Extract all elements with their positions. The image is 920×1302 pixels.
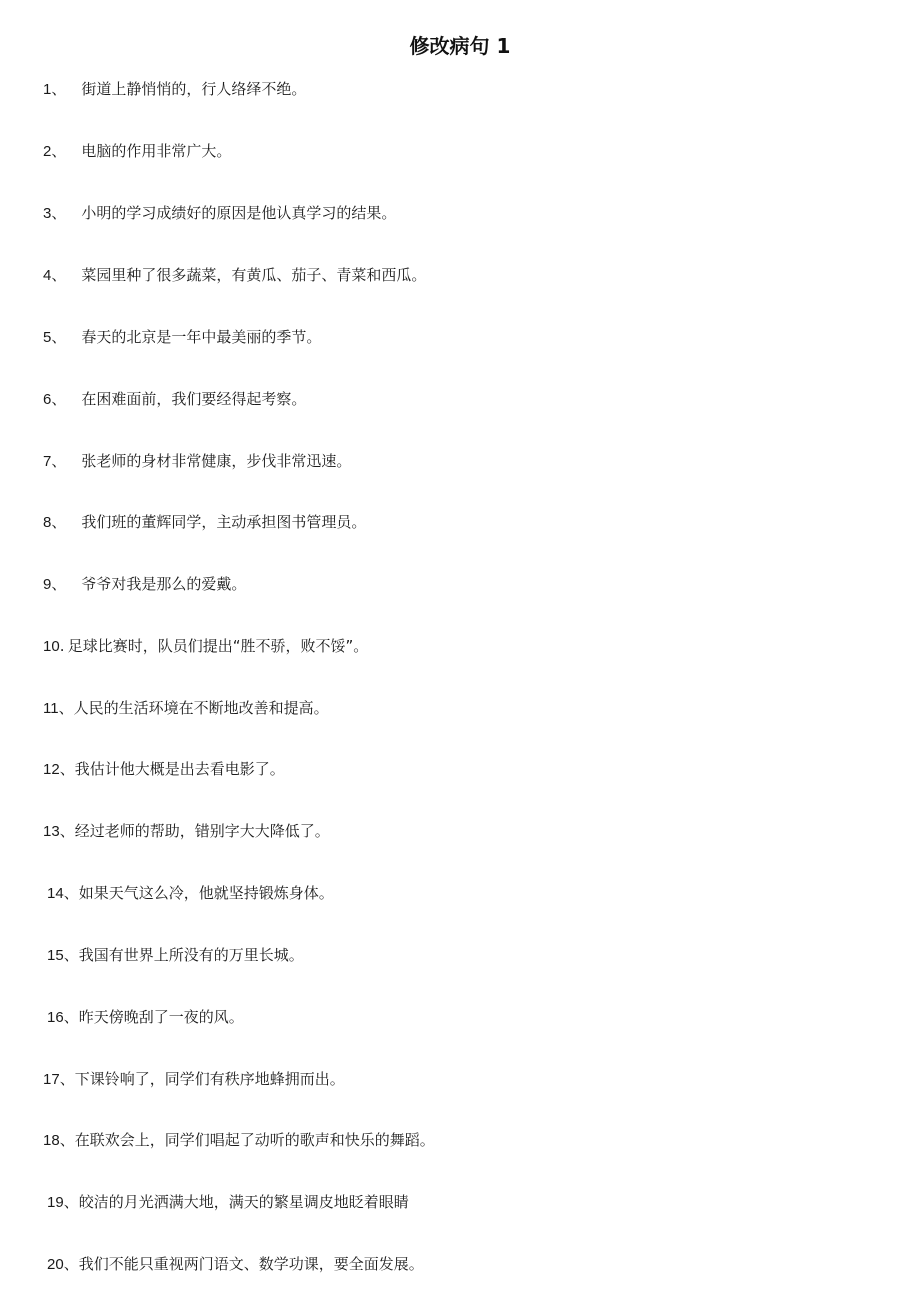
item-number: 13 <box>43 823 60 840</box>
list-item <box>47 1191 409 1214</box>
list-item <box>43 140 231 163</box>
item-number: 16 <box>47 1009 64 1026</box>
item-separator: 、 <box>51 142 67 160</box>
item-separator: 、 <box>51 513 67 531</box>
list-item <box>43 820 330 843</box>
item-text: 街道上静悄悄的，行人络绎不绝。 <box>81 80 307 98</box>
item-separator: 、 <box>58 699 74 717</box>
item-separator: 、 <box>51 80 67 98</box>
item-text: 下课铃响了，同学们有秩序地蜂拥而出。 <box>74 1070 345 1088</box>
item-number: 7 <box>43 453 52 470</box>
item-number: 20 <box>47 1256 64 1273</box>
item-separator: 、 <box>51 204 67 222</box>
item-number: 3 <box>43 205 52 222</box>
item-number: 2 <box>43 143 52 160</box>
list-item <box>43 326 321 349</box>
list-item <box>43 388 306 411</box>
item-text: 在联欢会上，同学们唱起了动听的歌声和快乐的舞蹈。 <box>74 1131 435 1149</box>
list-item <box>47 1006 244 1029</box>
item-number: 15 <box>47 947 64 964</box>
list-item <box>43 758 285 781</box>
item-text: 小明的学习成绩好的原因是他认真学习的结果。 <box>81 204 397 222</box>
item-text: 我估计他大概是出去看电影了。 <box>74 760 285 778</box>
list-item <box>43 511 366 534</box>
item-text: 皎洁的月光洒满大地，满天的繁星调皮地眨着眼睛 <box>78 1193 409 1211</box>
item-text: 电脑的作用非常广大。 <box>81 142 232 160</box>
item-separator: 、 <box>59 1070 75 1088</box>
item-separator: 、 <box>51 452 67 470</box>
item-separator: 、 <box>63 884 79 902</box>
item-separator: 、 <box>63 946 79 964</box>
list-item <box>43 202 396 225</box>
page-title: 修改病句 1 <box>409 34 511 58</box>
list-item <box>47 1253 424 1276</box>
item-number: 8 <box>43 514 52 531</box>
list-item <box>43 697 329 720</box>
item-separator: 、 <box>63 1255 79 1273</box>
item-text: 经过老师的帮助，错别字大大降低了。 <box>74 822 330 840</box>
item-text: 张老师的身材非常健康，步伐非常迅速。 <box>81 452 352 470</box>
item-separator: 、 <box>51 328 67 346</box>
item-separator: 、 <box>51 266 67 284</box>
list-item <box>47 882 334 905</box>
item-text: 在困难面前，我们要经得起考察。 <box>81 390 307 408</box>
item-number: 19 <box>47 1194 64 1211</box>
list-item <box>43 450 351 473</box>
item-number: 18 <box>43 1132 60 1149</box>
item-number: 17 <box>43 1071 60 1088</box>
list-item <box>43 635 368 658</box>
item-text: 春天的北京是一年中最美丽的季节。 <box>81 328 322 346</box>
list-item <box>43 573 246 596</box>
item-text: 足球比赛时，队员们提出“胜不骄，败不馁”。 <box>67 637 369 655</box>
item-number: 9 <box>43 576 52 593</box>
item-text: 我国有世界上所没有的万里长城。 <box>78 946 304 964</box>
item-text: 我们班的董辉同学，主动承担图书管理员。 <box>81 513 367 531</box>
item-text: 我们不能只重视两门语文、数学功课，要全面发展。 <box>78 1255 424 1273</box>
item-text: 菜园里种了很多蔬菜，有黄瓜、茄子、青菜和西瓜。 <box>81 266 427 284</box>
list-item <box>43 78 306 101</box>
item-separator: . <box>59 637 65 655</box>
item-separator: 、 <box>51 575 67 593</box>
item-separator: 、 <box>63 1008 79 1026</box>
item-number: 6 <box>43 391 52 408</box>
item-text: 人民的生活环境在不断地改善和提高。 <box>73 699 329 717</box>
list-item <box>43 264 426 287</box>
item-number: 10 <box>43 638 60 655</box>
item-number: 14 <box>47 885 64 902</box>
list-item <box>47 944 304 967</box>
item-number: 1 <box>43 81 52 98</box>
item-separator: 、 <box>59 822 75 840</box>
item-number: 5 <box>43 329 52 346</box>
item-text: 昨天傍晚刮了一夜的风。 <box>78 1008 244 1026</box>
item-separator: 、 <box>59 1131 75 1149</box>
item-text: 如果天气这么冷，他就坚持锻炼身体。 <box>78 884 334 902</box>
item-number: 11 <box>43 700 59 717</box>
item-separator: 、 <box>59 760 75 778</box>
item-number: 12 <box>43 761 60 778</box>
list-item <box>43 1068 345 1091</box>
item-separator: 、 <box>51 390 67 408</box>
list-item <box>43 1129 435 1152</box>
item-text: 爷爷对我是那么的爱戴。 <box>81 575 247 593</box>
item-separator: 、 <box>63 1193 79 1211</box>
item-number: 4 <box>43 267 52 284</box>
